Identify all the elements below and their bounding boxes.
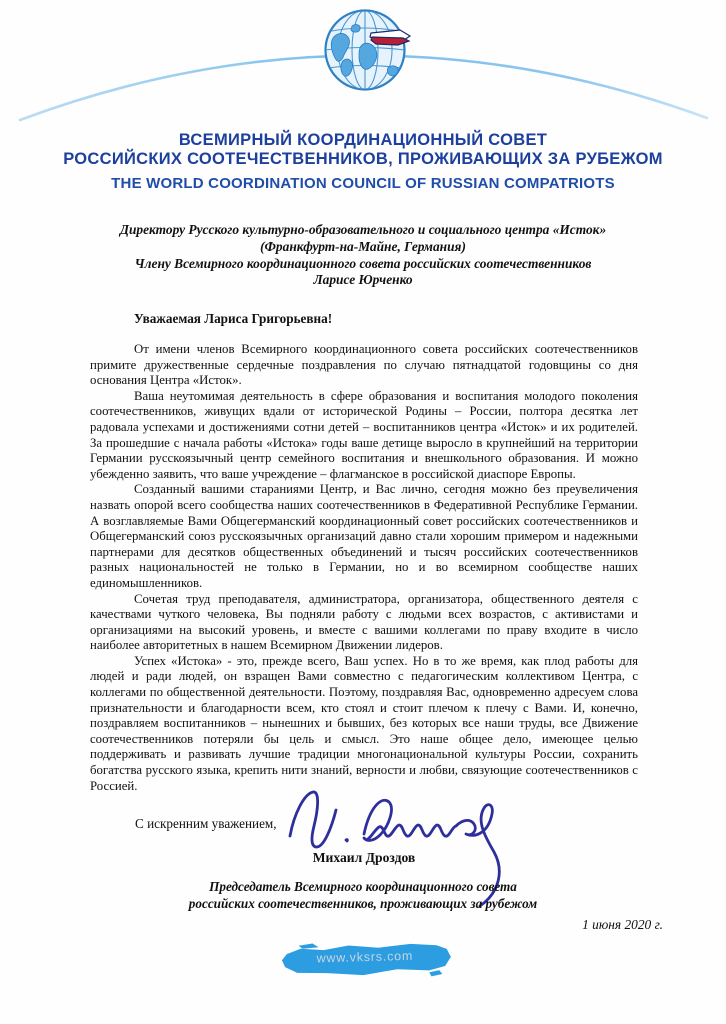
- org-name-ru-line2: РОССИЙСКИХ СООТЕЧЕСТВЕННИКОВ, ПРОЖИВАЮЩИХ ЗА РУБЕЖОМ: [63, 150, 663, 168]
- signer-title: [0, 879, 726, 912]
- paragraph-1: От имени членов Всемирного координационного совета российских соотечественников примите дружественные сердечные поздравления по случаю пятнадцатой годовщины со дня основания Центра «Исток».: [90, 342, 638, 388]
- letter-body: [90, 342, 638, 794]
- website-banner: [278, 936, 457, 989]
- letter-date: 1 июня 2020 г.: [582, 917, 663, 932]
- paragraph-2: Ваша неутомимая деятельность в сфере образования и воспитания молодого поколения соотечественников, живущих вдали от исторической Родины – России, полтора десятка лет радовала успехами и достижениями сотни детей – воспитанников центра «Исток» и их родителей. За прошедшие с начала работы «Истока» годы ваше детище выросло в крупнейший на территории Германии русскоязычный центр семейного воспитания и внешкольного образования. И можно убежденно заявить, что ваше учреждение – флагманское в российской диаспоре Европы.: [90, 388, 638, 481]
- paragraph-4: Сочетая труд преподавателя, администратора, организатора, общественного деятеля с качествами чуткого человека, Вы подняли работу с людьми всех возрастов, с активистами и организациями на высокий уровень, и вместе с вашими коллегами по праву входите в число наиболее авторитетных в нашем Всемирном Движении лидеров.: [90, 591, 638, 653]
- salutation: Уважаемая Лариса Григорьевна!: [134, 311, 333, 326]
- recipient-line-membership: Члену Всемирного координационного совета российских соотечественников: [134, 255, 592, 271]
- paragraph-3: Созданный вашими стараниями Центр, и Вас лично, сегодня можно без преувеличения назвать опорой всего сообщества наших соотечественников в Федеративной Республике Германии. А возглавляемые Вами Общегерманский координационный совет российских соотечественников и Общегерманский союз русскоязычных организаций давно стали хорошим примером и надежными партнерами для десятков общественных объединений и тысяч российских соотечественников разных национальностей не только в Германии, но и во всемирном сообществе наших единомышленников.: [90, 482, 638, 590]
- signer-name: Михаил Дроздов: [312, 850, 416, 865]
- russia-flag-shape: [370, 30, 410, 45]
- recipient-line-name: Ларисе Юрченко: [313, 272, 413, 288]
- website-url: www.vksrs.com: [316, 948, 414, 966]
- valediction: С искренним уважением,: [135, 816, 277, 831]
- signer-title-line2: российских соотечественников, проживающих за рубежом: [188, 895, 538, 911]
- letterhead-title-block: [0, 131, 726, 193]
- recipient-block: [0, 222, 726, 289]
- signer-title-line1: Председатель Всемирного координационного совета: [209, 879, 517, 894]
- continent-greenland: [351, 25, 360, 33]
- org-name-en: THE WORLD COORDINATION COUNCIL OF RUSSIAN COMPATRIOTS: [111, 175, 615, 192]
- paragraph-5: Успех «Истока» - это, прежде всего, Ваш успех. Но в то же время, как плод работы для людей и ради людей, он взращен Вами совместно с педагогическим коллективом Центра, с коллегами по общественной деятельности. Поэтому, поздравляя Вас, одновременно адресуем слова признательности и благодарности всем, кто стоял и стоит плечом к плечу с Вами. И, конечно, поздравляем воспитанников – нынешних и бывших, без которых все наши труды, все Движение соотечественников потеряли бы цель и смысл. Это наше общее дело, имеющее целью поддерживать и развивать лучшие традиции многонациональной культуры России, сохранить богатства русского языка, крепить нити знаний, верности и любви, связующие соотечественников с Россией.: [90, 653, 638, 793]
- recipient-line-position: Директору Русского культурно-образовательного и социального центра «Исток»: [119, 222, 607, 237]
- org-name-ru-line1: ВСЕМИРНЫЙ КООРДИНАЦИОННЫЙ СОВЕТ: [178, 131, 548, 149]
- recipient-line-location: (Франкфурт-на-Майне, Германия): [260, 238, 466, 254]
